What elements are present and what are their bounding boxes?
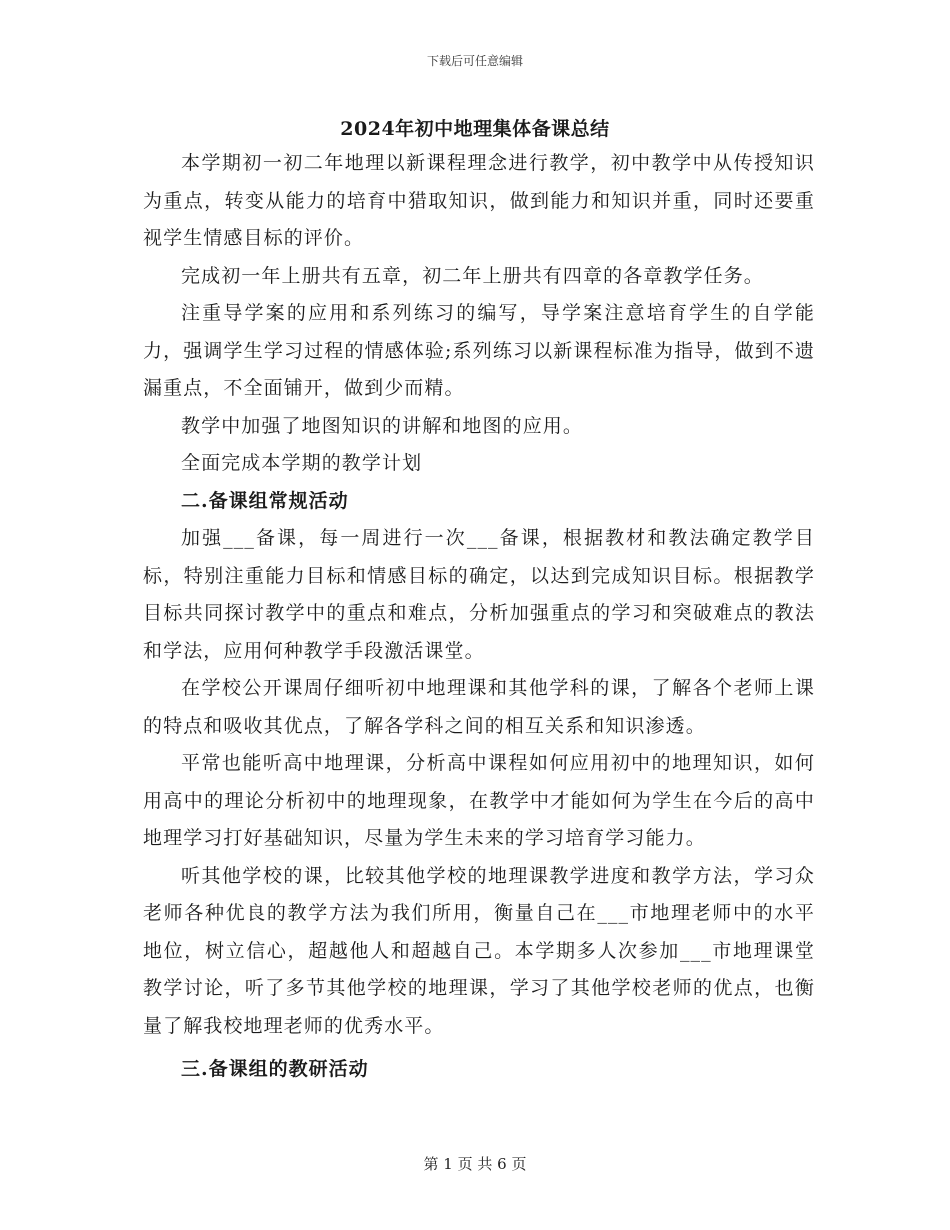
section-2-heading: 二.备课组常规活动 bbox=[181, 489, 349, 512]
header-note: 下载后可任意编辑 bbox=[426, 54, 523, 68]
section-3-heading: 三.备课组的教研活动 bbox=[181, 1058, 369, 1080]
page-footer: 第 1 页 共 6 页 bbox=[423, 1155, 527, 1173]
intro-paragraph-3: 注重导学案的应用和系列练习的编写，导学案注意培育学生的自学能力，强调学生学习过程的情感体验;系列练习以新课程标准为指导，做到不遗漏重点，不全面铺开，做到少而精。 bbox=[143, 302, 815, 399]
document-body bbox=[143, 145, 815, 1089]
section-2-paragraph-3: 平常也能听高中地理课，分析高中课程如何应用初中的地理知识，如何用高中的理论分析初中的地理现象，在教学中才能如何为学生在今后的高中地理学习打好基础知识，尽量为学生未来的学习培育学习能力。 bbox=[143, 752, 815, 849]
intro-paragraph-2: 完成初一年上册共有五章，初二年上册共有四章的各章教学任务。 bbox=[181, 264, 764, 287]
intro-paragraph-4: 教学中加强了地图知识的讲解和地图的应用。 bbox=[181, 414, 584, 437]
section-2-paragraph-4: 听其他学校的课，比较其他学校的地理课教学进度和教学方法，学习众老师各种优良的教学方法为我们所用，衡量自己在___市地理老师中的水平地位，树立信心，超越他人和超越自己。本学期多人次参加___市地理课堂教学讨论，听了多节其他学校的地理课，学习了其他学校老师的优点，也衡量了解我校地理老师的优秀水平。 bbox=[143, 864, 815, 1037]
section-2-paragraph-1: 加强___备课，每一周进行一次___备课，根据教材和教法确定教学目标，特别注重能力目标和情感目标的确定，以达到完成知识目标。根据教学目标共同探讨教学中的重点和难点，分析加强重点的学习和突破难点的教法和学法，应用何种教学手段激活课堂。 bbox=[143, 527, 815, 662]
section-2-paragraph-2: 在学校公开课周仔细听初中地理课和其他学科的课，了解各个老师上课的特点和吸收其优点，了解各学科之间的相互关系和知识渗透。 bbox=[143, 677, 815, 737]
document-title: 2024年初中地理集体备课总结 bbox=[340, 118, 610, 140]
intro-paragraph-1: 本学期初一初二年地理以新课程理念进行教学，初中教学中从传授知识为重点，转变从能力的培育中猎取知识，做到能力和知识并重，同时还要重视学生情感目标的评价。 bbox=[143, 152, 815, 249]
intro-paragraph-5: 全面完成本学期的教学计划 bbox=[181, 452, 423, 474]
